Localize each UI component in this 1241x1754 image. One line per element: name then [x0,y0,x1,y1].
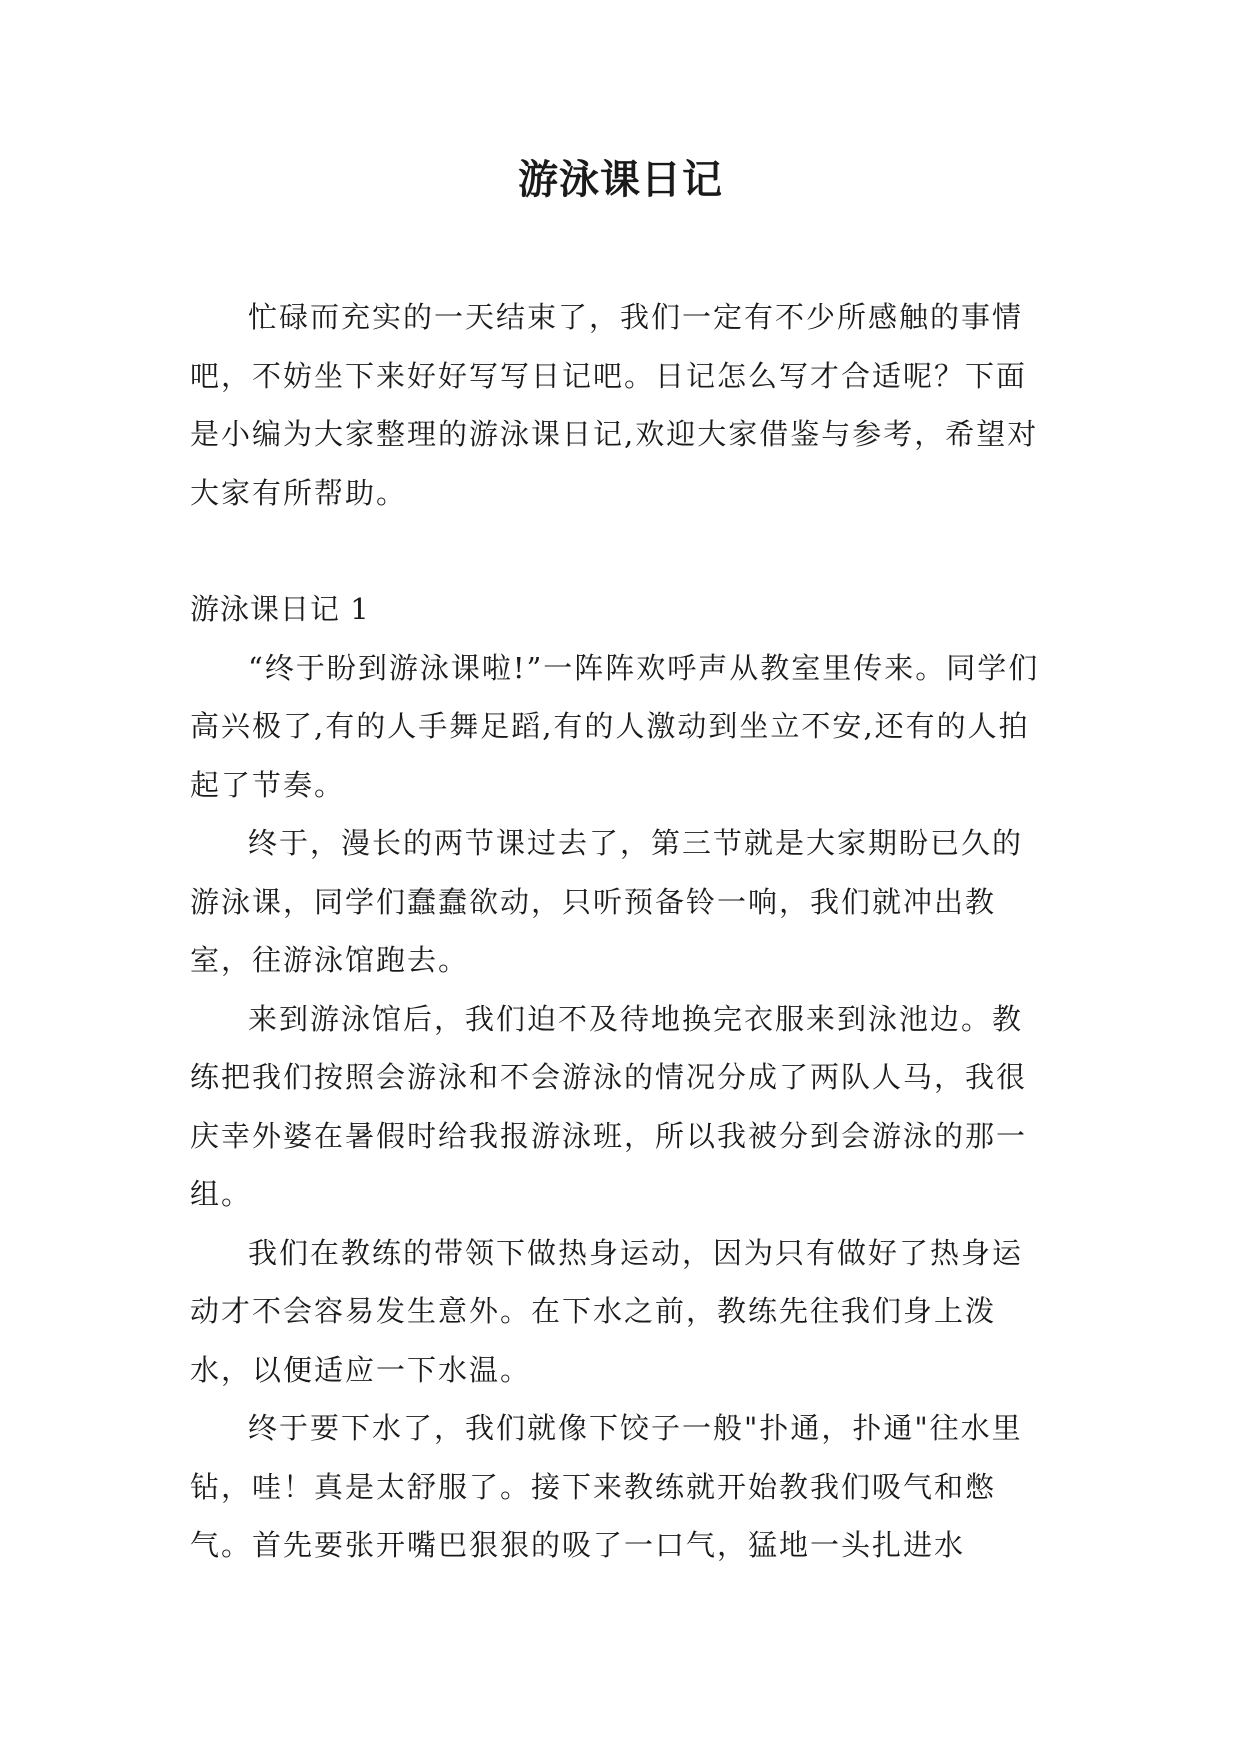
body-paragraph: 我们在教练的带领下做热身运动，因为只有做好了热身运动才不会容易发生意外。在下水之前，教练先往我们身上泼水，以便适应一下水温。 [190,1235,1024,1387]
body-paragraph: 来到游泳馆后，我们迫不及待地换完衣服来到泳池边。教练把我们按照会游泳和不会游泳的情况分成了两队人马，我很庆幸外婆在暑假时给我报游泳班，所以我被分到会游泳的那一组。 [190,1001,1028,1211]
section-title: 游泳课日记 1 [190,592,370,626]
document-body [190,288,1050,1575]
body-paragraph: 终于要下水了，我们就像下饺子一般"扑通，扑通"往水里钻，哇！真是太舒服了。接下来教练就开始教我们吸气和憋气。首先要张开嘴巴狠狠的吸了一口气，猛地一头扎进水 [190,1411,1023,1562]
document-title: 游泳课日记 [518,157,723,203]
body-paragraph: “终于盼到游泳课啦!”一阵阵欢呼声从教室里传来。同学们高兴极了,有的人手舞足蹈,有的人激动到坐立不安,还有的人拍起了节奏。 [190,650,1040,802]
body-paragraph: 终于，漫长的两节课过去了，第三节就是大家期盼已久的游泳课，同学们蠢蠢欲动，只听预备铃一响，我们就冲出教室，往游泳馆跑去。 [190,826,1024,977]
intro-paragraph: 忙碌而充实的一天结束了，我们一定有不少所感触的事情吧，不妨坐下来好好写写日记吧。日记怎么写才合适呢？下面是小编为大家整理的游泳课日记,欢迎大家借鉴与参考，希望对大家有所帮助。 [190,300,1039,510]
